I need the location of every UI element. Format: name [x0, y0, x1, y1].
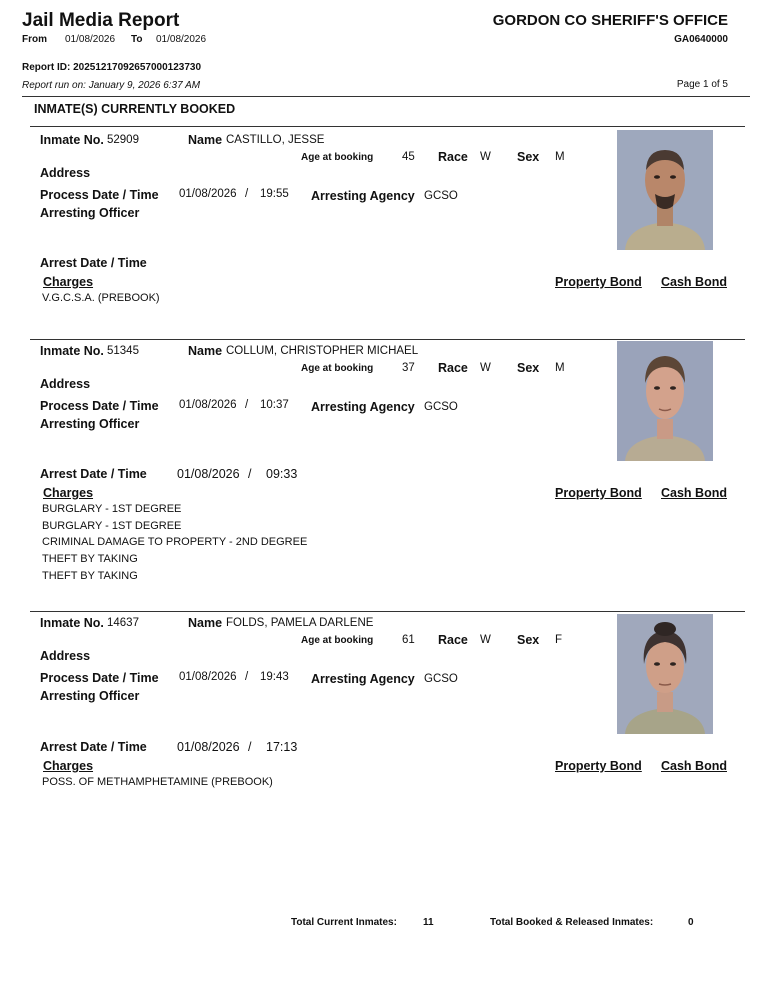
arresting-officer-label: Arresting Officer: [40, 689, 140, 703]
arrest-time: 09:33: [266, 467, 298, 481]
arresting-officer-label: Arresting Officer: [40, 206, 140, 220]
property-bond-label: Property Bond: [555, 486, 642, 500]
report-run-on: Report run on: January 9, 2026 6:37 AM: [22, 80, 201, 91]
inmate-no-value: 14637: [107, 617, 139, 629]
property-bond-label: Property Bond: [555, 275, 642, 289]
charge-item: THEFT BY TAKING: [42, 570, 138, 582]
arresting-agency-value: GCSO: [424, 190, 458, 202]
charge-item: CRIMINAL DAMAGE TO PROPERTY - 2ND DEGREE: [42, 536, 308, 548]
process-slash: /: [245, 399, 249, 411]
arresting-agency-label: Arresting Agency: [311, 189, 415, 203]
charges-label: Charges: [43, 275, 94, 289]
total-booked-released-value: 0: [688, 917, 694, 928]
age-label: Age at booking: [301, 635, 374, 646]
booking-photo: [617, 341, 713, 461]
to-label: To: [131, 34, 143, 45]
arresting-agency-value: GCSO: [424, 673, 458, 685]
cash-bond-label: Cash Bond: [661, 486, 727, 500]
inmate-no-value: 51345: [107, 345, 139, 357]
address-label: Address: [40, 166, 91, 180]
age-value: 37: [402, 362, 415, 374]
race-label: Race: [438, 150, 468, 164]
name-label: Name: [188, 344, 223, 358]
from-date: 01/08/2026: [65, 34, 116, 45]
process-time: 10:37: [260, 399, 289, 411]
name-value: CASTILLO, JESSE: [226, 134, 325, 146]
charges-label: Charges: [43, 759, 94, 773]
arresting-officer-label: Arresting Officer: [40, 417, 140, 431]
page-number: Page 1 of 5: [676, 79, 728, 90]
header-divider: [22, 96, 750, 97]
arrest-slash: /: [248, 467, 252, 481]
cash-bond-label: Cash Bond: [661, 275, 727, 289]
arrest-label: Arrest Date / Time: [40, 256, 147, 270]
total-current-label: Total Current Inmates:: [291, 917, 397, 928]
age-value: 61: [402, 634, 415, 646]
charge-item: BURGLARY - 1ST DEGREE: [42, 503, 182, 515]
process-date: 01/08/2026: [179, 399, 237, 411]
process-date: 01/08/2026: [179, 188, 237, 200]
arrest-date: 01/08/2026: [177, 467, 240, 481]
charge-item: V.G.C.S.A. (PREBOOK): [42, 292, 160, 304]
total-current-value: 11: [423, 917, 434, 928]
sex-label: Sex: [517, 150, 540, 164]
process-slash: /: [245, 188, 249, 200]
arrest-date: 01/08/2026: [177, 740, 240, 754]
process-label: Process Date / Time: [40, 671, 159, 685]
process-label: Process Date / Time: [40, 399, 159, 413]
charge-item: BURGLARY - 1ST DEGREE: [42, 520, 182, 532]
address-label: Address: [40, 649, 91, 663]
process-label: Process Date / Time: [40, 188, 159, 202]
arresting-agency-label: Arresting Agency: [311, 400, 415, 414]
arrest-slash: /: [248, 740, 252, 754]
sex-label: Sex: [517, 361, 540, 375]
from-label: From: [22, 34, 47, 45]
cash-bond-label: Cash Bond: [661, 759, 727, 773]
report-title: Jail Media Report: [22, 10, 180, 31]
process-slash: /: [245, 671, 249, 683]
process-time: 19:55: [260, 188, 289, 200]
booking-photo: [617, 130, 713, 250]
sex-value: F: [555, 634, 563, 646]
charges-label: Charges: [43, 486, 94, 500]
address-label: Address: [40, 377, 91, 391]
to-date: 01/08/2026: [156, 34, 207, 45]
name-value: COLLUM, CHRISTOPHER MICHAEL: [226, 345, 419, 357]
race-value: W: [480, 634, 491, 646]
arrest-label: Arrest Date / Time: [40, 467, 147, 481]
record-divider: [30, 339, 745, 340]
arrest-label: Arrest Date / Time: [40, 740, 147, 754]
ori-code: GA0640000: [674, 34, 728, 45]
process-time: 19:43: [260, 671, 289, 683]
sex-value: M: [555, 362, 565, 374]
arresting-agency-value: GCSO: [424, 401, 458, 413]
arresting-agency-label: Arresting Agency: [311, 672, 415, 686]
report-id: Report ID: 20251217092657000123730: [22, 62, 202, 73]
charge-item: THEFT BY TAKING: [42, 553, 138, 565]
agency-name: GORDON CO SHERIFF'S OFFICE: [492, 12, 728, 29]
total-booked-released-label: Total Booked & Released Inmates:: [490, 917, 654, 928]
record-divider: [30, 611, 745, 612]
inmate-no-label: Inmate No.: [40, 344, 104, 358]
property-bond-label: Property Bond: [555, 759, 642, 773]
section-divider: [30, 126, 745, 127]
inmate-no-label: Inmate No.: [40, 616, 104, 630]
inmate-no-value: 52909: [107, 134, 139, 146]
age-value: 45: [402, 151, 415, 163]
name-value: FOLDS, PAMELA DARLENE: [226, 617, 374, 629]
booking-photo: [617, 614, 713, 734]
race-value: W: [480, 362, 491, 374]
inmate-no-label: Inmate No.: [40, 133, 104, 147]
race-label: Race: [438, 633, 468, 647]
section-title: INMATE(S) CURRENTLY BOOKED: [34, 102, 236, 116]
arrest-time: 17:13: [266, 740, 298, 754]
race-value: W: [480, 151, 491, 163]
name-label: Name: [188, 616, 223, 630]
sex-label: Sex: [517, 633, 540, 647]
age-label: Age at booking: [301, 363, 374, 374]
name-label: Name: [188, 133, 223, 147]
age-label: Age at booking: [301, 152, 374, 163]
sex-value: M: [555, 151, 565, 163]
process-date: 01/08/2026: [179, 671, 237, 683]
race-label: Race: [438, 361, 468, 375]
charge-item: POSS. OF METHAMPHETAMINE (PREBOOK): [42, 776, 273, 788]
